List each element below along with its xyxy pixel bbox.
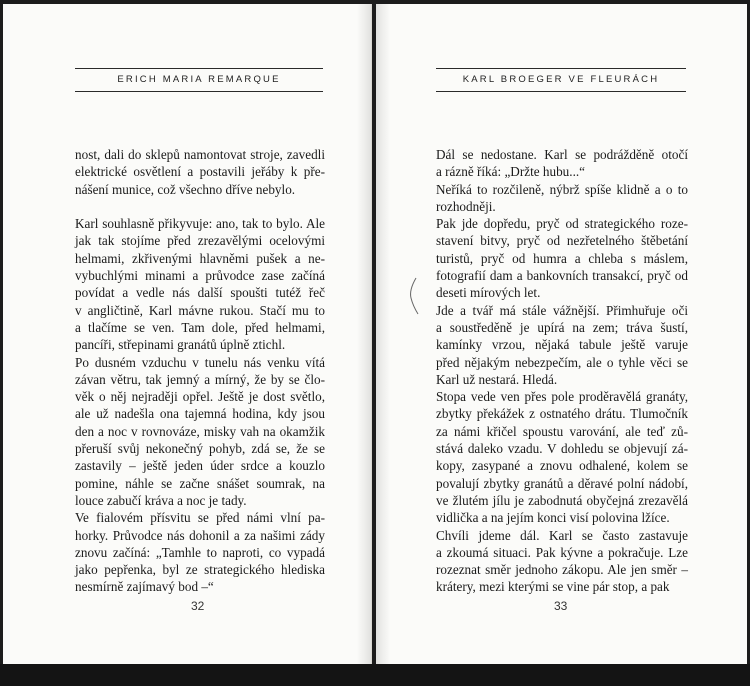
text-line: Karl souhlasně přikyvuje: ano, tak to bylo. Ale (75, 216, 325, 232)
text-line: vybuchlými minami a průvodce zase začíná (75, 268, 325, 284)
text-line: Stopa vede ven přes pole proděravělá granáty, (436, 389, 688, 405)
text-line: fotografií dam a bankovních transakcí, pryč od (436, 268, 688, 284)
text-line: rozhodněji. (436, 198, 496, 214)
text-line: Ve fialovém přísvitu se před námi vlní pa- (75, 510, 325, 526)
text-line: Karl už nestará. Hledá. (436, 371, 558, 387)
text-line: jako pepřenka, byl ze strategického hlediska (75, 562, 325, 578)
paragraph (75, 215, 325, 353)
text-line: zbytky překážek z ostnatého drátu. Tlumočník (436, 406, 688, 422)
text-line: Jde a tvář má stále vážnější. Přimhuřuje oči (436, 302, 688, 318)
scan-background (0, 664, 750, 686)
page-text (75, 146, 325, 596)
paragraph (436, 181, 688, 216)
text-line: nášení munice, což všechno dříve nebylo. (75, 181, 296, 197)
text-line: věk o něj nejraději opřel. Ještě je dost světlo, (75, 389, 325, 405)
text-line: znovu začíná: „Tamhle to naproti, co vypadá (75, 544, 325, 560)
text-line: přeruší svůj nekonečný pohyb, zdá se, že se (75, 441, 325, 457)
text-line: v angličtině, Karl mávne rukou. Stačí mu to (75, 302, 325, 318)
running-header-author: ERICH MARIA REMARQUE (75, 68, 323, 92)
text-line: Po dusném vzduchu v tunelu nás venku vítá (75, 354, 325, 370)
paragraph (75, 146, 325, 198)
text-line: louce zabučí kráva a noc je tady. (75, 492, 247, 508)
text-line: vidlička a na jejím konci visí polovina lžíce. (436, 510, 670, 526)
text-line: krátery, mezi kterými se vine pár stop, a pak (436, 579, 670, 595)
text-line: nesmírně zajímavý bod –“ (75, 579, 214, 595)
text-line: horky. Průvodce nás dohonil a za našimi zády (75, 527, 325, 543)
text-line: nost, dali do sklepů namontovat stroje, zavedli (75, 147, 325, 162)
text-line: zastavily – ještě jeden úder srdce a kouzlo (75, 458, 325, 474)
text-line: ale už nadešla ona tajemná hodina, kdy jsou (75, 406, 325, 422)
text-line: a rázně říká: „Držte hubu...“ (436, 164, 586, 180)
paragraph (75, 509, 325, 595)
right-page (376, 4, 747, 664)
text-line: za námi křičel spoustu varování, ale teď zů- (436, 423, 688, 439)
text-line: a tlačíme se ven. Tam dole, před helmami, (75, 319, 325, 335)
text-line: a soustředěně je upírá na zem; tráva šustí, (436, 319, 688, 335)
text-line: helmami, zkřivenými hlavněmi pušek a ne- (75, 250, 325, 266)
paragraph (436, 215, 688, 301)
paragraph (436, 388, 688, 526)
left-page (3, 4, 372, 664)
pencil-mark (406, 276, 420, 316)
paragraph (75, 354, 325, 510)
text-line: povídat a vedle nás další spoušti tutéž řeč (75, 285, 325, 301)
page-number: 32 (191, 599, 205, 613)
text-line: den a noc v rovnováze, misky vah na okamžik (75, 423, 325, 439)
text-line: kamínky vrzou, nějaká tabule ještě varuje (436, 337, 688, 353)
paragraph (436, 302, 688, 388)
text-line: turistů, pryč od humra a chleba s máslem, (436, 250, 688, 266)
page-number: 33 (554, 599, 568, 613)
text-line: závan větru, tak jemný a mírný, že by se člo- (75, 371, 325, 387)
book-spread (3, 4, 747, 664)
text-line: ve žlutém jílu je zabodnutá obyčejná zrezavělá (436, 492, 688, 508)
running-header-chapter: KARL BROEGER VE FLEURÁCH (436, 68, 686, 92)
text-line: Dál se nedostane. Karl se podrážděně otočí (436, 147, 688, 162)
text-line: před nějakým nebezpečím, ale o tyhle věci se (436, 354, 688, 370)
text-line: pancíři, střepinami granátů úplně ztichl. (75, 337, 286, 353)
text-line: rozeznat směr jednoho zákopu. Ale jen směr – (436, 562, 688, 578)
gutter-shadow (376, 4, 390, 664)
page-text (436, 146, 688, 596)
paragraph (436, 527, 688, 596)
text-line: povalují zbytky granátů a děravé polní nádobí, (436, 475, 688, 491)
text-line: a zkoumá situaci. Pak kývne a pokračuje. Lze (436, 544, 688, 560)
gutter-shadow (357, 4, 371, 664)
text-line: kopy, zasypané a znovu odhalené, kolem se (436, 458, 688, 474)
text-line: pomine, náhle se začne snášet soumrak, na (75, 475, 325, 491)
text-line: jak tak stojíme před zrezavělými ocelovými (75, 233, 325, 249)
text-line: Pak jde dopředu, pryč od strategického roze- (436, 216, 688, 232)
text-line: deseti mírových let. (436, 285, 541, 301)
text-line: elektrické osvětlení a postavili jeřáby k pře- (75, 164, 325, 180)
text-line: Chvíli jdeme dál. Karl se často zastavuje (436, 527, 688, 543)
paragraph (436, 146, 688, 181)
text-line: stavení bitvy, pryč od nezřetelného štěbetání (436, 233, 688, 249)
text-line: Neříká to rozčileně, nýbrž spíše klidně a o to (436, 181, 688, 197)
text-line: stává daleko vzadu. V dohledu se objevují zá- (436, 441, 688, 457)
